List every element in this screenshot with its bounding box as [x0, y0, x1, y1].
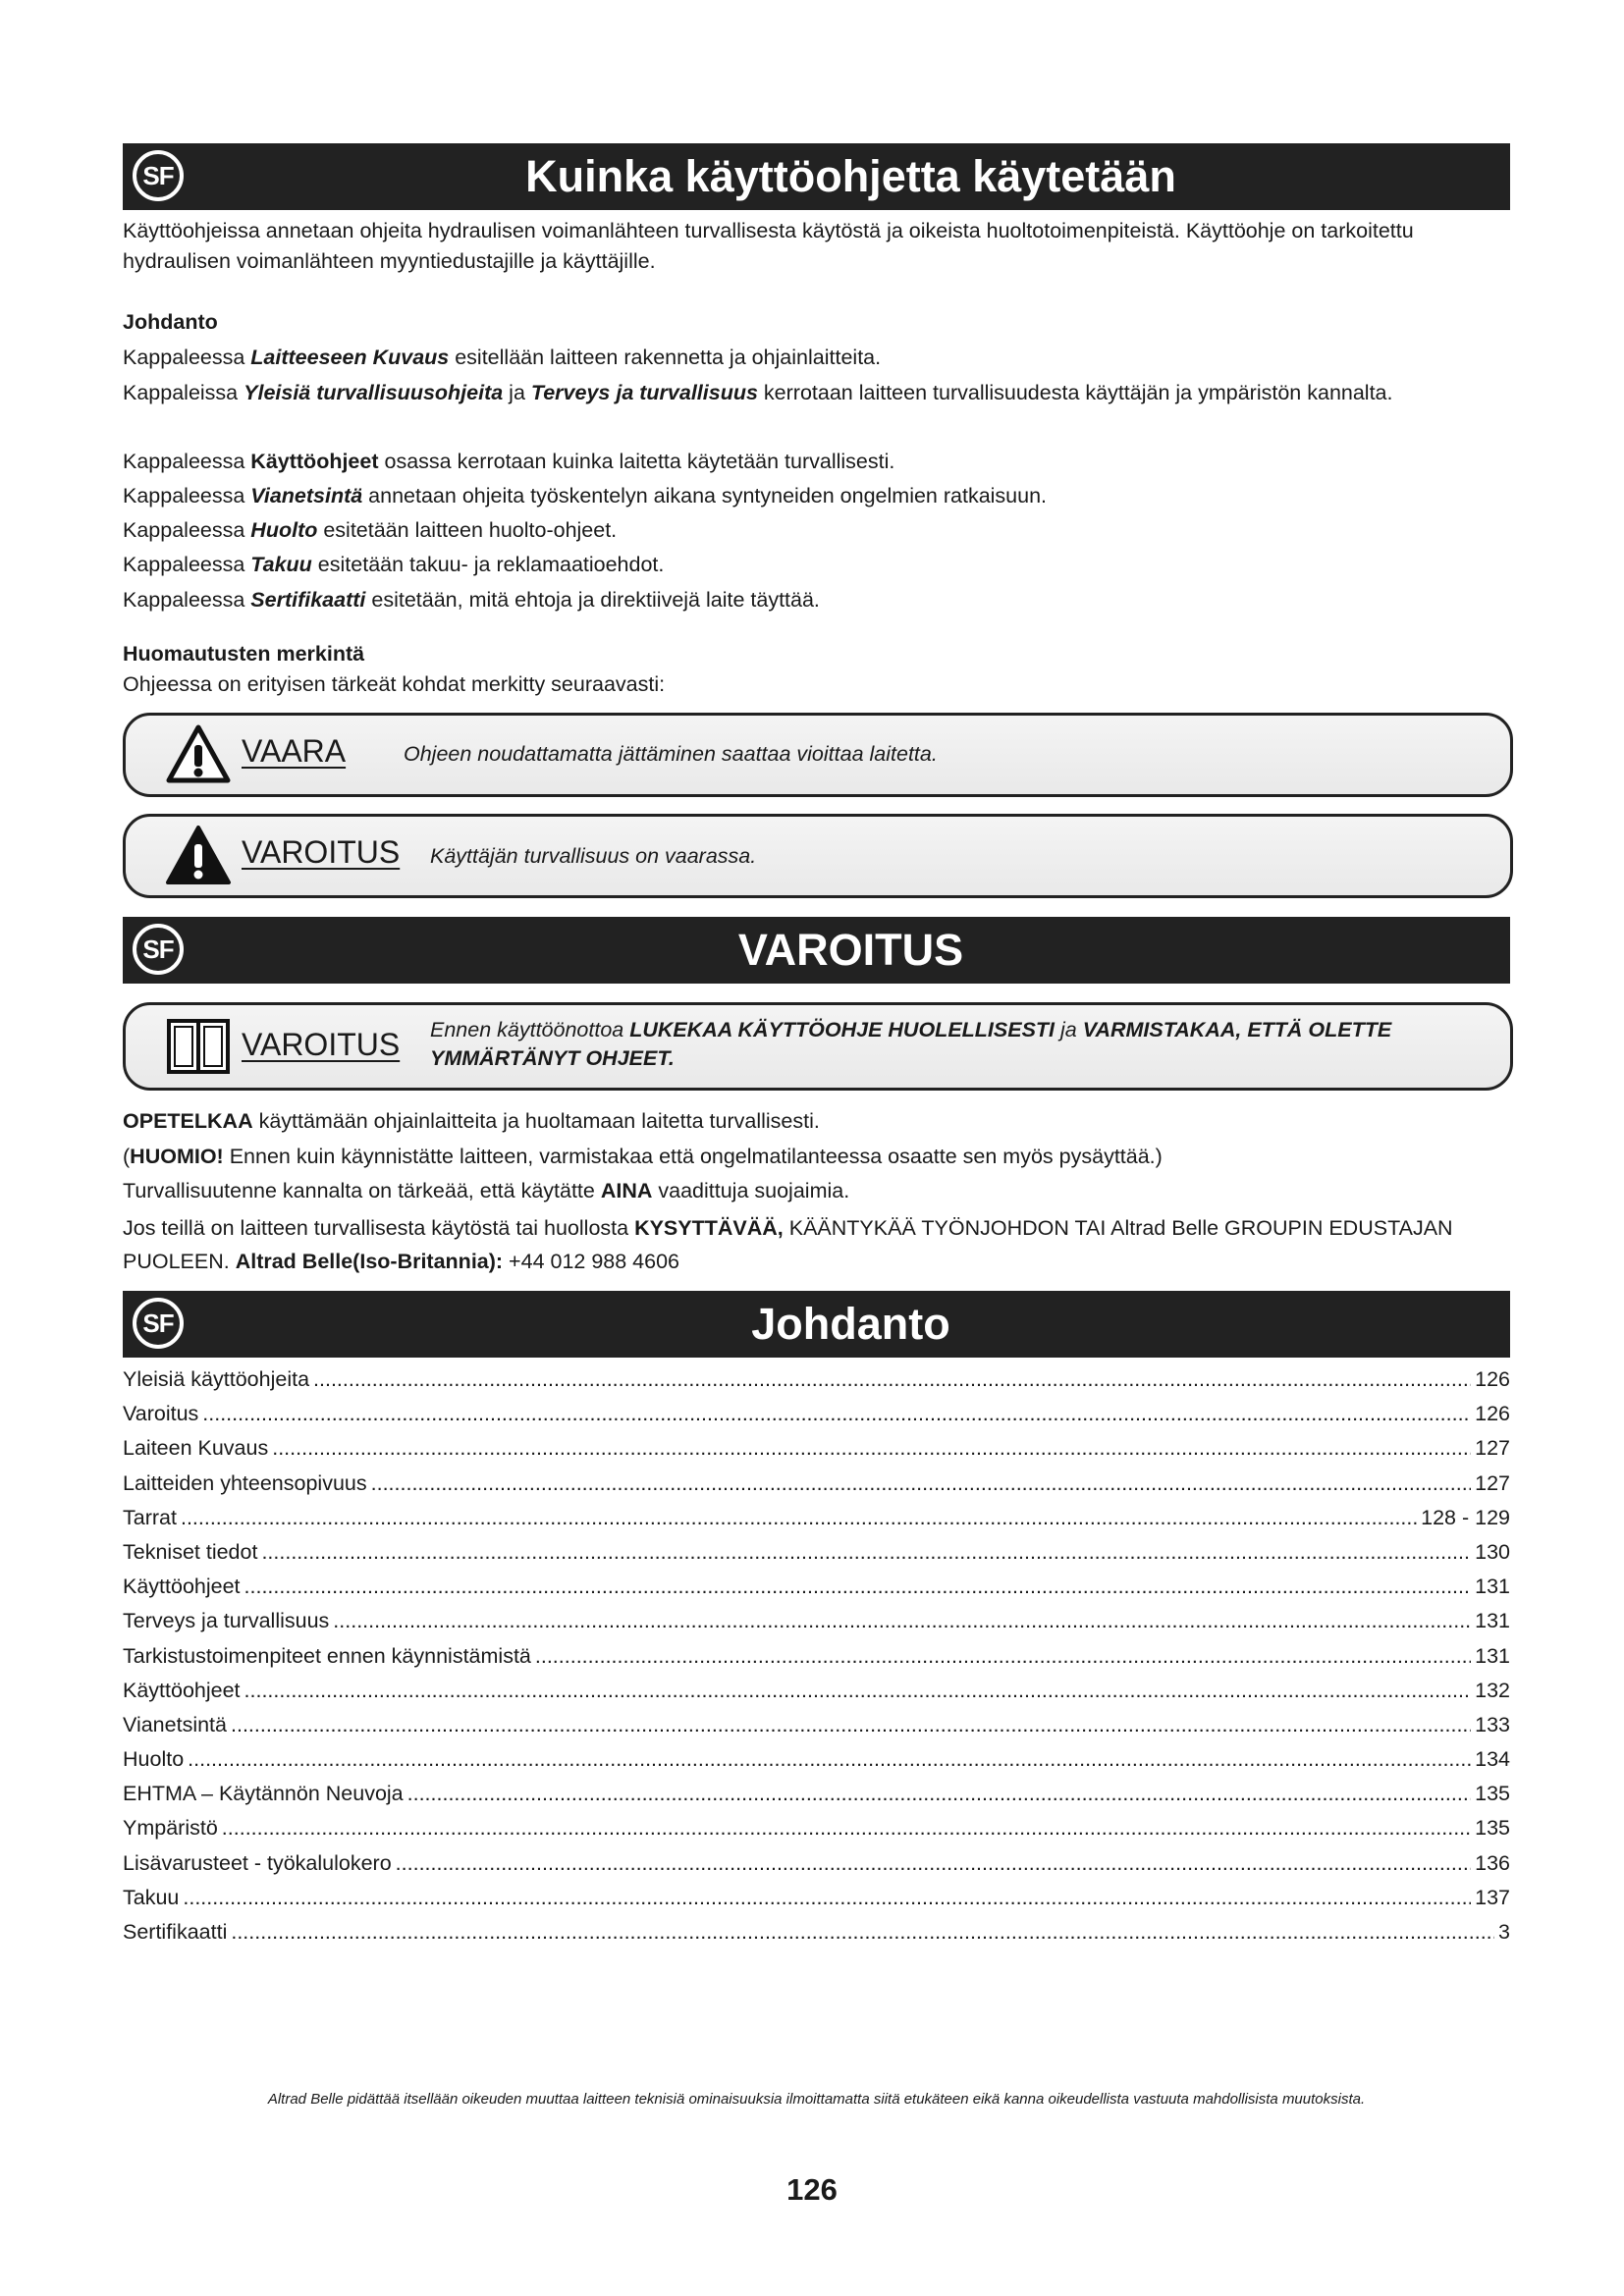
chapter-reference: Yleisiä turvallisuusohjeita — [244, 381, 504, 404]
toc-entry-page: 127 — [1475, 1470, 1510, 1495]
toc-entry-title: Terveys ja turvallisuus — [123, 1609, 330, 1633]
toc-entry-title: Lisävarusteet - työkalulokero — [123, 1850, 392, 1875]
toc-dot-leader — [181, 1506, 1417, 1530]
toc-entry — [123, 1609, 1510, 1643]
language-badge: SF — [133, 1298, 184, 1349]
chapter-reference: Sertifikaatti — [250, 588, 366, 612]
toc-entry-page: 135 — [1475, 1782, 1510, 1806]
warning-triangle-outline-icon — [165, 723, 232, 786]
toc-dot-leader — [202, 1402, 1471, 1426]
warning-paragraph: Jos teillä on laitteen turvallisesta käytöstä tai huollosta KYSYTTÄVÄÄ, KÄÄNTYKÄÄ TYÖNJOHDON TAI Altrad Belle GROUPIN EDUSTAJAN PUOLEEN. Altrad Belle(Iso-Britannia): +44 012 988 4606 — [123, 1216, 1453, 1273]
toc-entry-title: Takuu — [123, 1885, 180, 1909]
toc-entry-page: 131 — [1475, 1643, 1510, 1668]
toc-dot-leader — [333, 1609, 1471, 1633]
notice-label: VAARA — [242, 733, 347, 769]
toc-entry — [123, 1782, 1510, 1816]
table-of-contents — [123, 1367, 1510, 1954]
toc-entry-title: Ympäristö — [123, 1816, 218, 1841]
toc-entry-title: Laitteiden yhteensopivuus — [123, 1470, 367, 1495]
notice-varoitus — [123, 814, 1513, 898]
toc-entry-page: 131 — [1475, 1575, 1510, 1599]
toc-entry-title: Huolto — [123, 1747, 185, 1772]
toc-entry-title: Tarkistustoimenpiteet ennen käynnistämistä — [123, 1643, 531, 1668]
notice-label: VAROITUS — [242, 1027, 401, 1062]
markings-text: Ohjeessa on erityisen tärkeät kohdat merkitty seuraavasti: — [123, 672, 666, 696]
johdanto-line: Kappaleessa Käyttöohjeet osassa kerrotaan kuinka laitetta käytetään turvallisesti. — [123, 450, 895, 473]
notice-text: Ennen käyttöönottoa LUKEKAA KÄYTTÖOHJE HUOLELLISESTI ja VARMISTAKAA, ETTÄ OLETTE YMMÄRTÄNYT OHJEET. — [430, 1018, 1392, 1070]
toc-dot-leader — [261, 1540, 1471, 1565]
toc-entry — [123, 1644, 1510, 1679]
toc-entry — [123, 1713, 1510, 1747]
toc-entry — [123, 1471, 1510, 1506]
notice-text: Käyttäjän turvallisuus on vaarassa. — [430, 844, 757, 868]
toc-entry-page: 132 — [1475, 1678, 1510, 1702]
toc-entry-page: 128 - 129 — [1421, 1505, 1510, 1529]
toc-entry-page: 3 — [1498, 1920, 1510, 1944]
toc-entry-title: Varoitus — [123, 1402, 199, 1426]
toc-dot-leader — [371, 1471, 1471, 1496]
language-badge: SF — [133, 924, 184, 975]
toc-entry — [123, 1506, 1510, 1540]
notice-text: Ohjeen noudattamatta jättäminen saattaa vioittaa laitetta. — [404, 742, 938, 766]
notice-vaara — [123, 713, 1513, 797]
toc-dot-leader — [272, 1436, 1471, 1461]
chapter-reference: Laitteeseen Kuvaus — [250, 346, 450, 369]
toc-dot-leader — [188, 1747, 1471, 1772]
toc-dot-leader — [244, 1575, 1472, 1599]
toc-entry-title: Sertifikaatti — [123, 1920, 228, 1944]
johdanto-line: Kappaleessa Huolto esitetään laitteen huolto-ohjeet. — [123, 518, 618, 542]
toc-entry-page: 130 — [1475, 1539, 1510, 1564]
warning-paragraph: OPETELKAA käyttämään ohjainlaitteita ja huoltamaan laitetta turvallisesti. — [123, 1109, 820, 1133]
toc-entry — [123, 1920, 1510, 1954]
toc-dot-leader — [244, 1679, 1472, 1703]
toc-entry-title: Laiteen Kuvaus — [123, 1436, 269, 1461]
toc-entry-page: 135 — [1475, 1816, 1510, 1841]
toc-entry — [123, 1575, 1510, 1609]
section-title: Johdanto — [751, 1299, 950, 1349]
toc-entry-title: Vianetsintä — [123, 1712, 227, 1736]
toc-dot-leader — [313, 1367, 1471, 1392]
section-header-introduction — [123, 1291, 1510, 1358]
toc-entry-title: Tarrat — [123, 1505, 177, 1529]
section-header-warning — [123, 917, 1510, 984]
johdanto-line: Kappaleissa Yleisiä turvallisuusohjeita ja Terveys ja turvallisuus kerrotaan laitteen turvallisuudesta käyttäjän ja ympäristön kannalta. — [123, 381, 1393, 404]
toc-entry-page: 126 — [1475, 1402, 1510, 1426]
toc-entry-page: 133 — [1475, 1712, 1510, 1736]
section-title: VAROITUS — [737, 925, 964, 975]
book-icon — [165, 1015, 232, 1078]
section-header-how-to-use — [123, 143, 1510, 210]
johdanto-line: Kappaleessa Takuu esitetään takuu- ja reklamaatioehdot. — [123, 553, 665, 576]
johdanto-line: Kappaleessa Vianetsintä annetaan ohjeita työskentelyn aikana syntyneiden ongelmien ratkaisuun. — [123, 484, 1048, 507]
notice-read-manual — [123, 1002, 1513, 1091]
chapter-reference: Takuu — [250, 553, 312, 576]
johdanto-line: Kappaleessa Laitteeseen Kuvaus esitellään laitteen rakennetta ja ohjainlaitteita. — [123, 346, 882, 369]
toc-dot-leader — [231, 1920, 1494, 1945]
toc-entry — [123, 1436, 1510, 1470]
toc-dot-leader — [222, 1816, 1471, 1841]
toc-dot-leader — [407, 1782, 1471, 1806]
language-badge: SF — [133, 150, 184, 201]
chapter-reference: Käyttöohjeet — [250, 450, 379, 473]
toc-entry-page: 136 — [1475, 1850, 1510, 1875]
toc-entry — [123, 1816, 1510, 1850]
markings-heading: Huomautusten merkintä — [123, 642, 365, 666]
notice-label: VAROITUS — [242, 834, 401, 870]
toc-entry-title: EHTMA – Käytännön Neuvoja — [123, 1782, 404, 1806]
chapter-reference: Huolto — [250, 518, 318, 542]
toc-entry — [123, 1367, 1510, 1402]
toc-dot-leader — [231, 1713, 1471, 1737]
johdanto-line: Kappaleessa Sertifikaatti esitetään, mitä ehtoja ja direktiivejä laite täyttää. — [123, 588, 820, 612]
toc-dot-leader — [183, 1886, 1471, 1910]
toc-entry-page: 131 — [1475, 1609, 1510, 1633]
toc-dot-leader — [396, 1851, 1471, 1876]
toc-entry-page: 126 — [1475, 1367, 1510, 1391]
toc-entry — [123, 1402, 1510, 1436]
toc-entry-title: Tekniset tiedot — [123, 1539, 258, 1564]
chapter-reference: Vianetsintä — [250, 484, 363, 507]
toc-dot-leader — [535, 1644, 1471, 1669]
toc-entry-page: 127 — [1475, 1436, 1510, 1461]
footer-disclaimer: Altrad Belle pidättää itsellään oikeuden muuttaa laitteen teknisiä ominaisuuksia ilmoittamatta siitä etukäteen eikä kanna oikeudellista vastuuta mahdollisista muutoksista. — [267, 2091, 1366, 2108]
toc-entry-page: 134 — [1475, 1747, 1510, 1772]
toc-entry — [123, 1851, 1510, 1886]
toc-entry — [123, 1679, 1510, 1713]
toc-entry-page: 137 — [1475, 1885, 1510, 1909]
toc-entry-title: Yleisiä käyttöohjeita — [123, 1367, 310, 1391]
intro-paragraph: Käyttöohjeissa annetaan ohjeita hydraulisen voimanlähteen turvallisesta käytöstä ja oikeista huoltotoimenpiteistä. Käyttöohje on tarkoitettu hydraulisen voimanlähteen myyntiedustajille ja käyttäjille. — [123, 219, 1414, 273]
page-number: 126 — [786, 2172, 838, 2207]
warning-paragraph: (HUOMIO! Ennen kuin käynnistätte laitteen, varmistakaa että ongelmatilanteessa osaatte sen myös pysäyttää.) — [123, 1145, 1163, 1168]
toc-entry-title: Käyttöohjeet — [123, 1575, 241, 1599]
toc-entry — [123, 1886, 1510, 1920]
toc-entry-title: Käyttöohjeet — [123, 1678, 241, 1702]
chapter-reference: Terveys ja turvallisuus — [530, 381, 758, 404]
toc-entry — [123, 1540, 1510, 1575]
toc-entry — [123, 1747, 1510, 1782]
section-title: Kuinka käyttöohjetta käytetään — [525, 151, 1176, 201]
warning-paragraph: Turvallisuutenne kannalta on tärkeää, että käytätte AINA vaadittuja suojaimia. — [123, 1179, 850, 1202]
warning-triangle-filled-icon — [165, 825, 232, 887]
johdanto-heading: Johdanto — [123, 310, 218, 334]
